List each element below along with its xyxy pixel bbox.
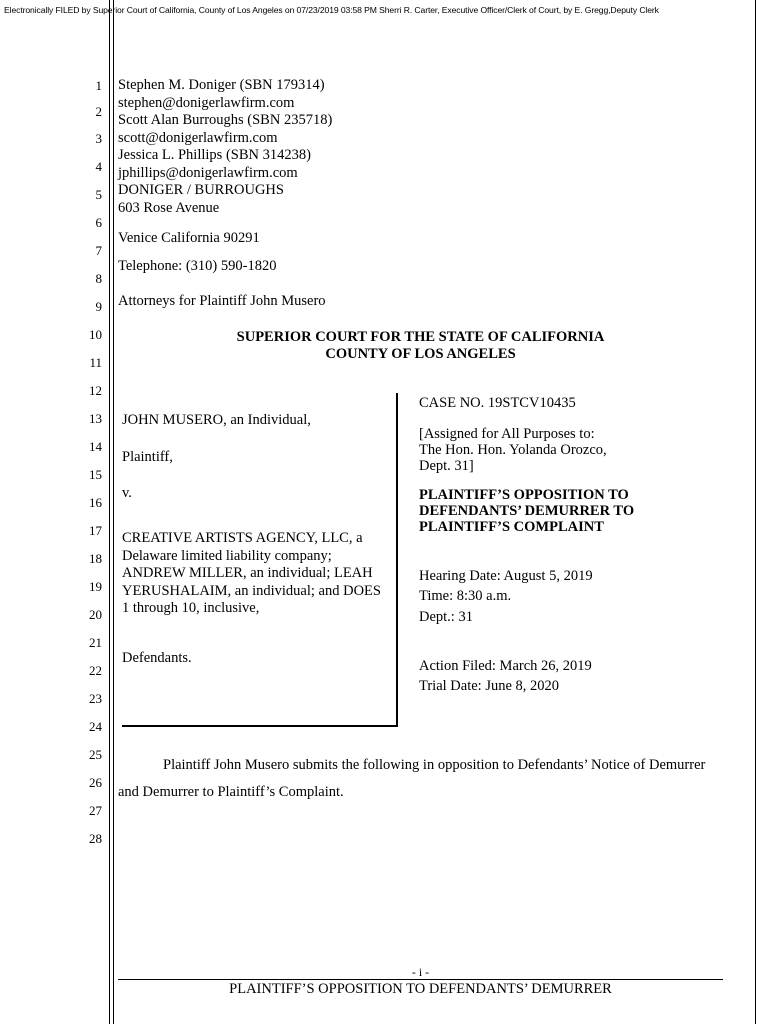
- attorney-line: 603 Rose Avenue: [118, 199, 220, 216]
- line-number: 23: [89, 691, 102, 706]
- attorney-line: scott@donigerlawfirm.com: [118, 129, 278, 146]
- attorney-line: DONIGER / BURROUGHS: [118, 182, 284, 198]
- assignment-block: [419, 426, 607, 474]
- plaintiff-role: Plaintiff,: [122, 449, 173, 465]
- right-margin-rule: [755, 0, 756, 1024]
- defendants-names: [122, 530, 381, 618]
- attorney-line: Scott Alan Burroughs (SBN 235718): [118, 112, 333, 128]
- hearing-date: Hearing Date: August 5, 2019: [419, 568, 593, 584]
- line-number: 10: [89, 327, 102, 342]
- assignment-line: [Assigned for All Purposes to:: [419, 426, 595, 442]
- footer-rule: [118, 979, 723, 980]
- page-number: - i -: [411, 965, 430, 979]
- caption-bottom-rule: [122, 725, 398, 727]
- case-number: CASE NO. 19STCV10435: [419, 395, 576, 411]
- line-number: 3: [95, 131, 102, 146]
- defendants-line: ANDREW MILLER, an individual; LEAH: [122, 565, 373, 581]
- filing-stamp: Electronically FILED by Superior Court of California, County of Los Angeles on 07/23/2019 03:58 PM Sherri R. Carter, Executive Officer/Clerk of Court, by E. Gregg,Deputy Clerk: [4, 5, 659, 15]
- line-number: 22: [89, 663, 102, 678]
- line-number: 9: [95, 299, 102, 314]
- versus: v.: [122, 485, 132, 501]
- left-margin-rule-inner: [113, 0, 114, 1024]
- line-number: 18: [89, 551, 102, 566]
- defendants-line: YERUSHALAIM, an individual; and DOES: [122, 582, 381, 599]
- footer-title: PLAINTIFF’S OPPOSITION TO DEFENDANTS’ DEMURRER: [229, 981, 612, 997]
- line-number: 28: [89, 831, 102, 846]
- line-number: 12: [89, 383, 102, 398]
- defendants-line: 1 through 10, inclusive,: [122, 600, 260, 616]
- hearing-time: Time: 8:30 a.m.: [419, 588, 512, 604]
- line-number: 4: [95, 159, 102, 174]
- document-title-line: DEFENDANTS’ DEMURRER TO: [419, 503, 635, 519]
- trial-date: Trial Date: June 8, 2020: [419, 678, 560, 694]
- defendants-role: Defendants.: [122, 650, 192, 666]
- plaintiff-name: JOHN MUSERO, an Individual,: [122, 412, 311, 428]
- line-number: 8: [95, 271, 102, 286]
- body-paragraph-line1: Plaintiff John Musero submits the following in opposition to Defendants’ Notice of Demurrer: [163, 757, 706, 773]
- line-number: 25: [89, 747, 102, 762]
- attorneys-for: Attorneys for Plaintiff John Musero: [118, 293, 326, 309]
- assignment-line: Dept. 31]: [419, 458, 474, 474]
- assignment-line: The Hon. Hon. Yolanda Orozco,: [419, 442, 607, 458]
- attorney-city: Venice California 90291: [118, 230, 260, 246]
- line-number: 24: [89, 719, 102, 734]
- line-number: 21: [89, 635, 102, 650]
- attorney-block: [118, 77, 332, 217]
- line-number: 7: [95, 243, 102, 258]
- attorney-line: Jessica L. Phillips (SBN 314238): [118, 147, 311, 163]
- line-number: 13: [89, 411, 102, 426]
- caption-divider: [396, 393, 398, 727]
- document-title: [419, 487, 634, 535]
- line-number: 2: [95, 104, 102, 119]
- defendants-line: CREATIVE ARTISTS AGENCY, LLC, a: [122, 530, 363, 546]
- document-title-line: PLAINTIFF’S OPPOSITION TO: [419, 487, 629, 503]
- left-margin-rule-outer: [109, 0, 110, 1024]
- line-number: 5: [95, 187, 102, 202]
- body-paragraph-line2: and Demurrer to Plaintiff’s Complaint.: [118, 784, 344, 800]
- line-number: 15: [89, 467, 102, 482]
- line-number: 27: [89, 803, 102, 818]
- attorney-line: stephen@donigerlawfirm.com: [118, 94, 295, 111]
- line-number: 6: [95, 215, 102, 230]
- line-number: 16: [89, 495, 102, 510]
- line-number: 19: [89, 579, 102, 594]
- line-number: 17: [89, 523, 102, 538]
- defendants-line: Delaware limited liability company;: [122, 547, 332, 564]
- line-number: 20: [89, 607, 102, 622]
- hearing-dept: Dept.: 31: [419, 609, 473, 625]
- court-heading-line1: SUPERIOR COURT FOR THE STATE OF CALIFORNIA: [236, 329, 605, 345]
- line-number: 14: [89, 439, 102, 454]
- line-number: 1: [95, 78, 102, 93]
- action-filed: Action Filed: March 26, 2019: [419, 658, 592, 674]
- attorney-telephone: Telephone: (310) 590-1820: [118, 258, 277, 274]
- line-number: 26: [89, 775, 102, 790]
- attorney-line: jphillips@donigerlawfirm.com: [118, 164, 298, 181]
- court-heading-line2: COUNTY OF LOS ANGELES: [325, 346, 516, 362]
- attorney-line: Stephen M. Doniger (SBN 179314): [118, 77, 325, 93]
- line-number: 11: [89, 355, 102, 370]
- document-title-line: PLAINTIFF’S COMPLAINT: [419, 519, 604, 535]
